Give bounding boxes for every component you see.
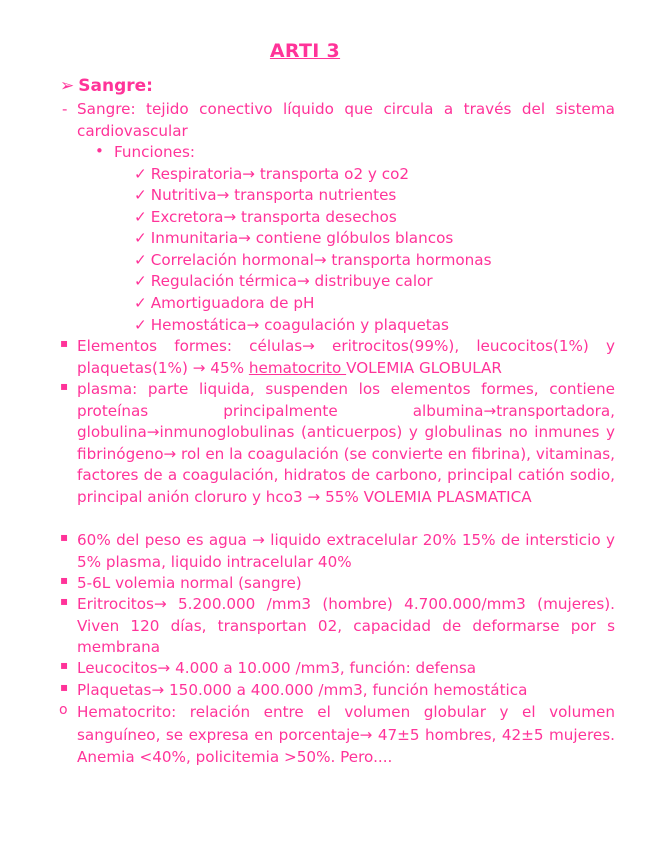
function-item: ✓ Respiratoria→ transporta o2 y co2 — [134, 165, 410, 183]
leucocitos-paragraph: Leucocitos→ 4.000 a 10.000 /mm3, función: defensa — [77, 659, 477, 677]
square-bullet-icon: ▪ — [60, 336, 69, 350]
hematocrito-paragraph: Hematocrito: relación entre el volumen globular y el volumen sanguíneo, se expresa en porcentaje→ 47±5 hombres, 42±5 mujeres. Anemia <40%, policitemia >50%. Pero.... — [77, 703, 615, 766]
square-bullet-icon: ▪ — [60, 530, 69, 544]
volemia-paragraph: 5-6L volemia normal (sangre) — [77, 574, 302, 592]
check-icon: ✓ — [134, 229, 147, 247]
check-icon: ✓ — [134, 272, 147, 290]
check-icon: ✓ — [134, 316, 147, 334]
elementos-paragraph: Elementos formes: células→ eritrocitos(99%), leucocitos(1%) y plaquetas(1%) → 45% hematocrito VOLEMIA GLOBULAR — [77, 337, 615, 377]
square-bullet-icon: ▪ — [60, 658, 69, 672]
function-item: ✓ Amortiguadora de pH — [134, 294, 315, 312]
square-bullet-icon: ▪ — [60, 680, 69, 694]
plasma-paragraph: plasma: parte liquida, suspenden los elementos formes, contiene proteínas principalmente albumina→transportadora, globulina→inmunoglobulinas (anticuerpos) y globulinas no inmunes y fibrinógeno→ rol en la coagulación (se convierte en fibrina), vitaminas, factores de a coagulación, hidratos de carbono, principal catión sodio, principal anión cloruro y hco3 → 55% VOLEMIA PLASMATICA — [77, 380, 615, 506]
page-title: ARTI 3 — [269, 40, 341, 62]
check-icon: ✓ — [134, 251, 147, 269]
intro-paragraph: Sangre: tejido conectivo líquido que circula a través del sistema cardiovascular — [77, 100, 615, 140]
check-icon: ✓ — [134, 165, 147, 183]
function-item: ✓ Correlación hormonal→ transporta hormonas — [134, 251, 492, 269]
function-item: ✓ Hemostática→ coagulación y plaquetas — [134, 316, 449, 334]
circle-bullet-icon: o — [59, 702, 68, 718]
agua-paragraph: 60% del peso es agua → liquido extracelular 20% 15% de intersticio y 5% plasma, liquido intracelular 40% — [77, 531, 615, 571]
section-heading — [60, 76, 153, 96]
square-bullet-icon: ▪ — [60, 573, 69, 587]
square-bullet-icon: ▪ — [60, 379, 69, 393]
function-item: ✓ Excretora→ transporta desechos — [134, 208, 397, 226]
function-item: ✓ Inmunitaria→ contiene glóbulos blancos — [134, 229, 454, 247]
functions-label: Funciones: — [114, 143, 196, 161]
hematocrito-link-text: hematocrito — [248, 358, 347, 377]
section-heading-text: Sangre: — [78, 76, 153, 96]
dash-marker: - — [62, 100, 68, 118]
eritrocitos-paragraph: Eritrocitos→ 5.200.000 /mm3 (hombre) 4.700.000/mm3 (mujeres). Viven 120 días, transportan 02, capacidad de deformarse por s membrana — [77, 595, 615, 657]
arrow-bullet-icon: ➢ — [60, 76, 75, 96]
function-item: ✓ Nutritiva→ transporta nutrientes — [134, 186, 397, 204]
check-icon: ✓ — [134, 294, 147, 312]
square-bullet-icon: ▪ — [60, 594, 69, 608]
function-item: ✓ Regulación térmica→ distribuye calor — [134, 272, 433, 290]
plaquetas-paragraph: Plaquetas→ 150.000 a 400.000 /mm3, función hemostática — [77, 681, 528, 699]
dot-marker: • — [95, 142, 104, 160]
check-icon: ✓ — [134, 186, 147, 204]
check-icon: ✓ — [134, 208, 147, 226]
